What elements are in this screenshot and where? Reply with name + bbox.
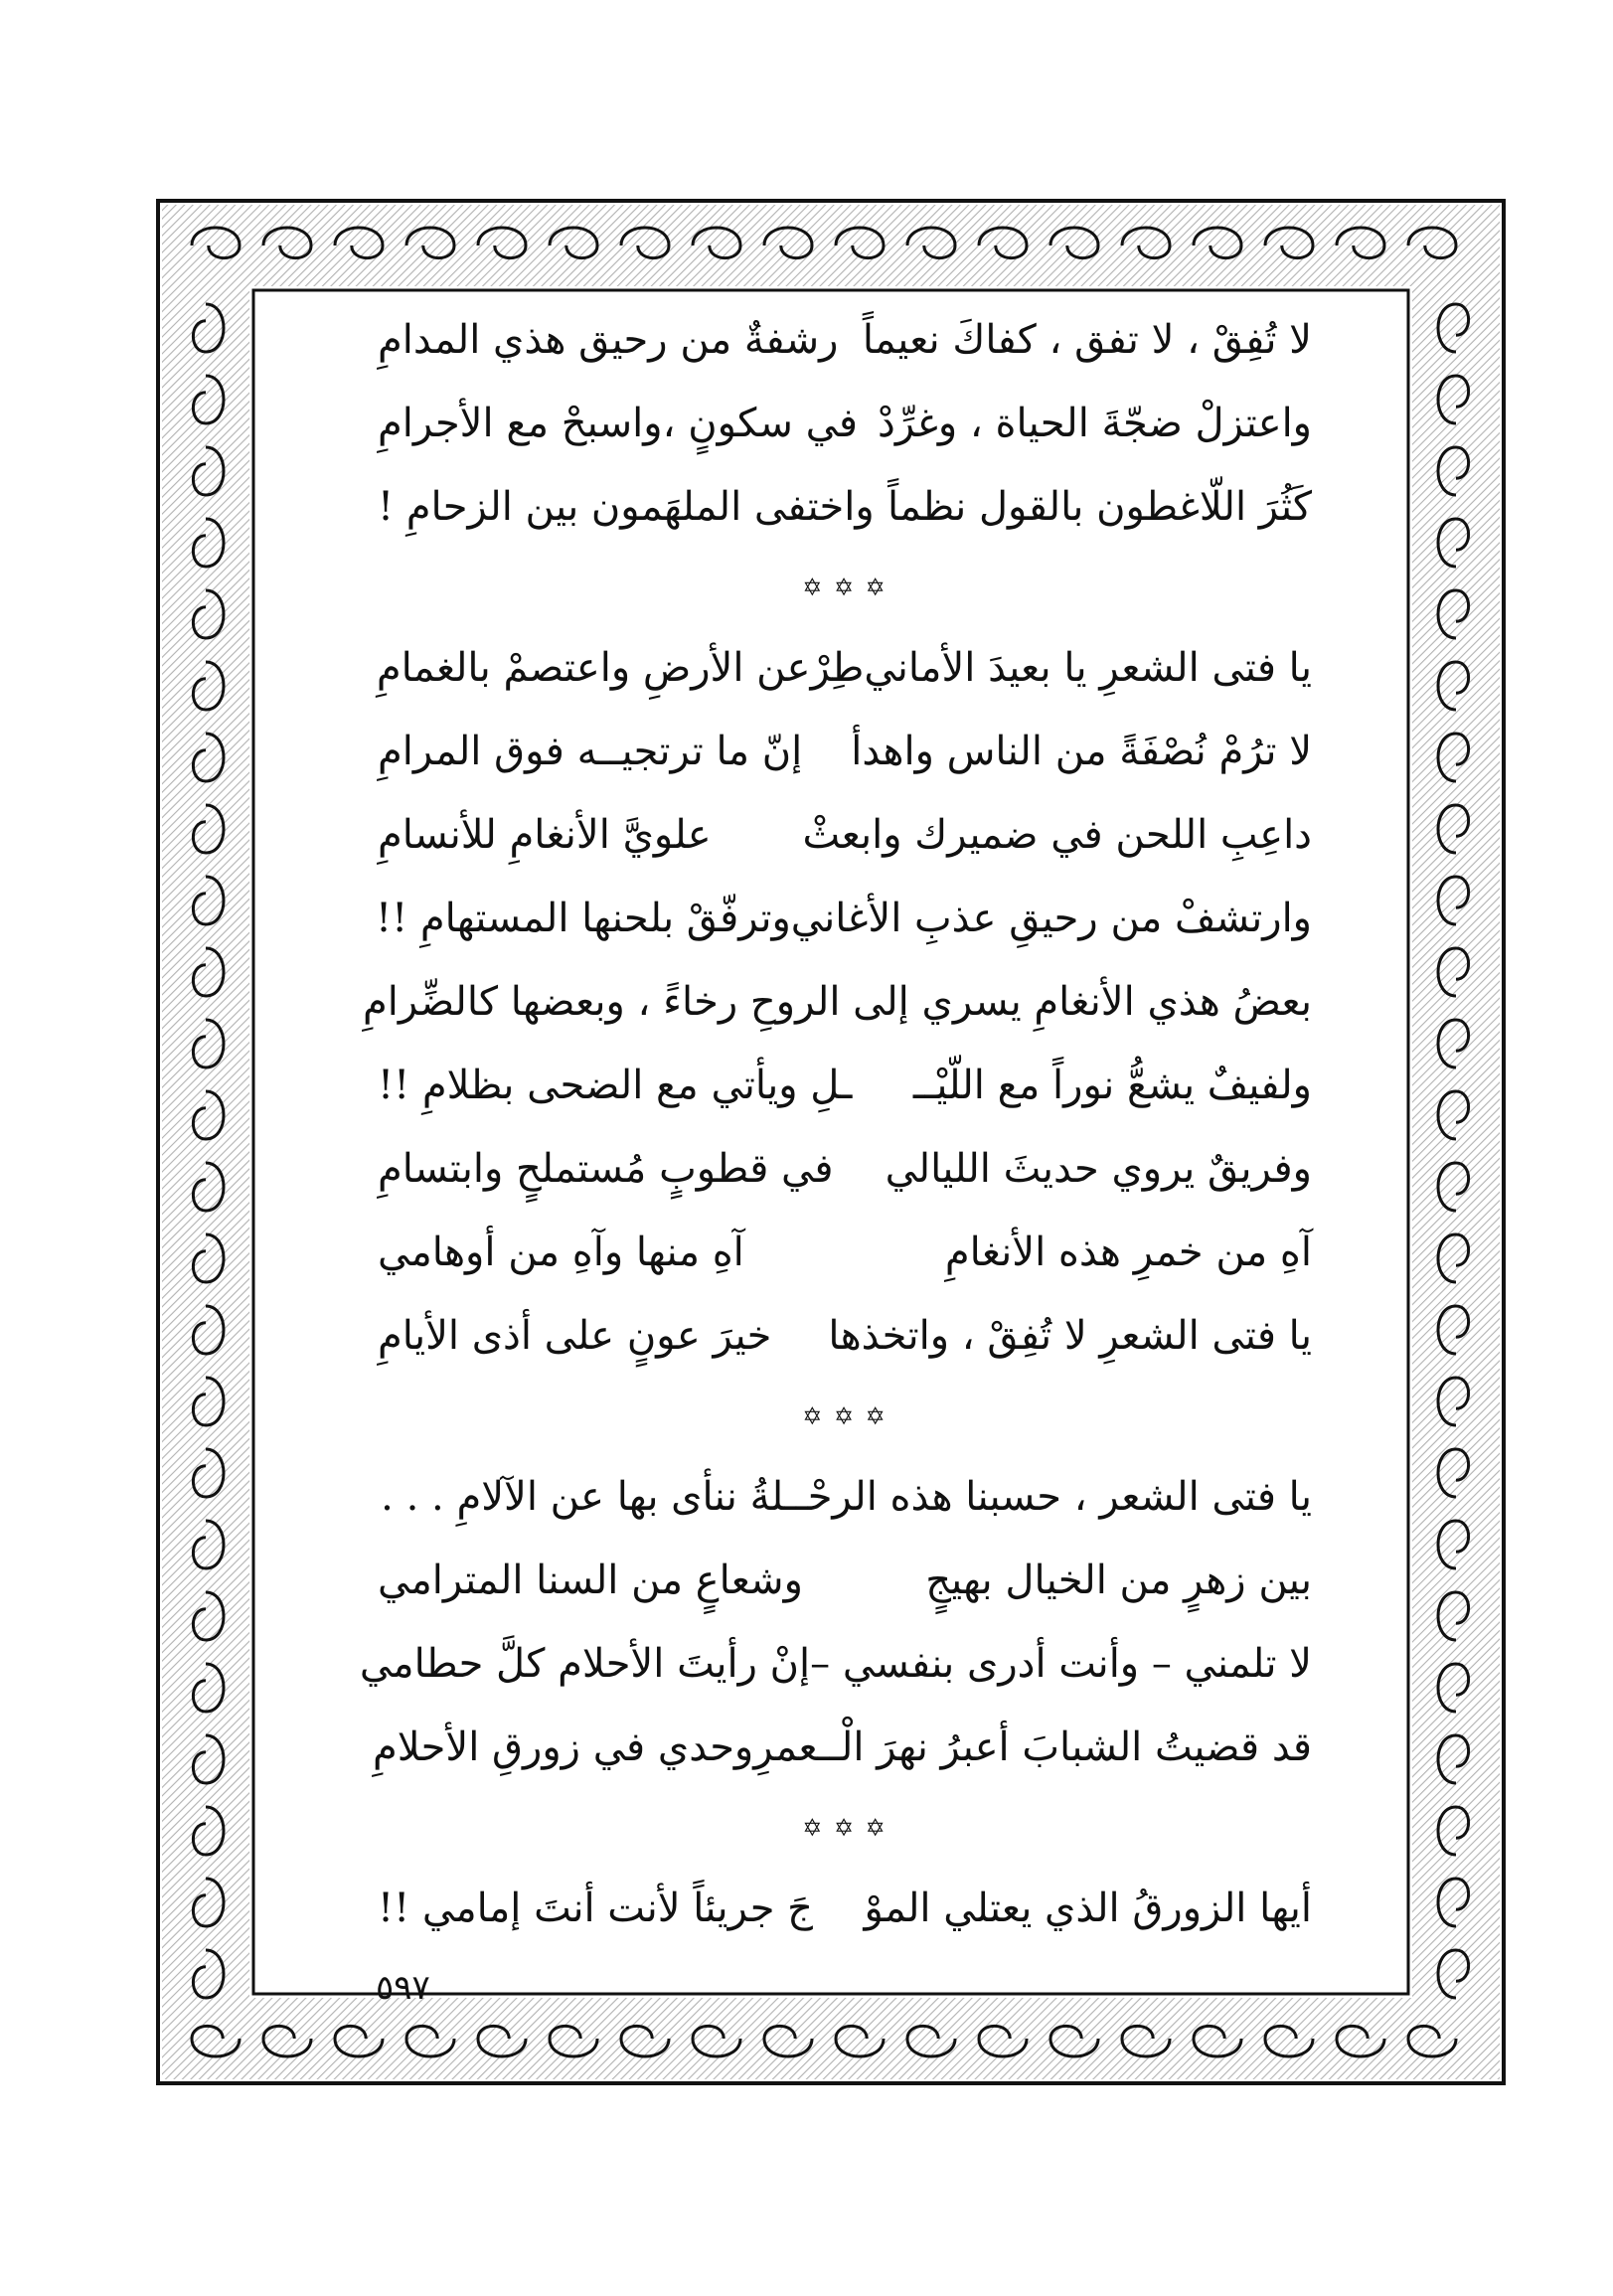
verse-second-hemistich: في قطوبٍ مُستملحٍ وابتسامِ xyxy=(378,1146,834,1192)
verse-second-hemistich: جَ جريئاً لأنت أنتَ إمامي !! xyxy=(378,1886,813,1931)
verse-first-hemistich: وارتشفْ من رحيقِ عذبِ الأغاني xyxy=(790,896,1312,941)
verse-first-hemistich: لا تُفِقْ ، لا تفق ، كفاكَ نعيماً xyxy=(862,317,1312,363)
stanza xyxy=(363,626,1312,1378)
verse xyxy=(378,1211,1312,1294)
stanza xyxy=(359,1455,1312,1789)
verse-first-hemistich: يا فتى الشعرِ لا تُفِقْ ، واتخذها xyxy=(828,1313,1312,1359)
verse-second-hemistich: آهِ منها وآهِ من أوهامي xyxy=(378,1230,744,1275)
verse xyxy=(359,1622,1312,1706)
verse-first-hemistich: كَثُرَ اللّاغطون بالقول نظماً xyxy=(887,484,1312,530)
verse xyxy=(378,877,1312,960)
verse-second-hemistich: إنّ ما ترتجيــه فوق المرامِ xyxy=(378,729,803,774)
verse xyxy=(378,793,1312,877)
verse-first-hemistich: واعتزلْ ضجّةَ الحياة ، وغرِّدْ xyxy=(878,401,1312,446)
verse xyxy=(378,382,1312,465)
verse xyxy=(378,626,1312,710)
verse-second-hemistich: ـلِ ويأتي مع الضحى بظلامِ !! xyxy=(378,1063,853,1108)
star-icon: ✡ ✡ ✡ xyxy=(802,1814,887,1842)
verse-first-hemistich: أيها الزورقُ الذي يعتلي الموْ xyxy=(864,1886,1312,1931)
stanza xyxy=(378,1867,1312,1950)
verse-second-hemistich: وحدي في زورقِ الأحلامِ xyxy=(373,1724,754,1770)
verse-first-hemistich: بعضُ هذي الأنغامِ يسري إلى الرو xyxy=(775,979,1312,1025)
verse-second-hemistich: وترفّقْ بلحنها المستهامِ !! xyxy=(376,896,791,941)
page-number: ٥٩٧ xyxy=(376,1968,430,2008)
verse xyxy=(378,1867,1312,1950)
verse xyxy=(378,298,1312,382)
stanza-separator xyxy=(378,549,1312,626)
star-icon: ✡ ✡ ✡ xyxy=(802,1402,887,1430)
star-icon: ✡ ✡ ✡ xyxy=(802,574,887,601)
verse xyxy=(378,465,1312,549)
verse-second-hemistich: واختفى الملهَمون بين الزحامِ ! xyxy=(378,484,875,530)
verse-second-hemistich: رشفةٌ من رحيق هذي المدامِ xyxy=(378,317,839,363)
verse-first-hemistich: يا فتى الشعرِ يا بعيدَ الأماني xyxy=(864,645,1312,691)
verse-second-hemistich: إنْ رأيتَ الأحلام كلَّ حطامي xyxy=(359,1641,811,1687)
verse xyxy=(378,1294,1312,1378)
stanza-separator xyxy=(378,1378,1312,1455)
verse-first-hemistich: داعِبِ اللحن في ضميرك وابعثْ xyxy=(802,812,1312,858)
verse xyxy=(378,710,1312,793)
verse xyxy=(378,1539,1312,1622)
verse xyxy=(378,1455,1312,1539)
verse-first-hemistich: وفريقٌ يروي حديثَ الليالي xyxy=(885,1146,1312,1192)
verse xyxy=(378,1127,1312,1211)
verse-second-hemistich: طِرْعن الأرضِ واعتصمْ بالغمامِ xyxy=(376,645,865,691)
verse-first-hemistich: آهِ من خمرِ هذه الأنغامِ xyxy=(944,1230,1312,1275)
verse-first-hemistich: لا ترُمْ نُصْفَةً من الناس واهدأ xyxy=(851,729,1312,774)
verse-first-hemistich: بين زهرٍ من الخيال بهيجٍ xyxy=(925,1558,1312,1603)
verse-second-hemistich: حِ رخاءً ، وبعضها كالضِّرامِ xyxy=(363,979,776,1025)
poem-body xyxy=(359,298,1312,2008)
verse-first-hemistich: قد قضيتُ الشبابَ أعبرُ نهرَ الْــعمرِ xyxy=(753,1724,1312,1770)
verse xyxy=(373,1706,1312,1789)
verse-first-hemistich: ولفيفٌ يشعُّ نوراً مع اللّيْــ xyxy=(912,1063,1312,1108)
verse xyxy=(378,1044,1312,1127)
verse-full-line: يا فتى الشعر ، حسبنا هذه الرحْــلةُ ننأى بها عن الآلامِ . . . xyxy=(381,1474,1312,1520)
verse xyxy=(363,960,1312,1044)
verse-second-hemistich: خيرَ عونٍ على أذى الأيامِ xyxy=(378,1313,772,1359)
verse-second-hemistich: في سكونٍ ،واسبحْ مع الأجرامِ xyxy=(378,401,859,446)
stanza-separator xyxy=(378,1789,1312,1867)
verse-second-hemistich: علويَّ الأنغامِ للأنسامِ xyxy=(378,812,712,858)
stanza xyxy=(378,298,1312,549)
verse-second-hemistich: وشعاعٍ من السنا المترامي xyxy=(378,1558,803,1603)
verse-first-hemistich: لا تلمني – وأنت أدرى بنفسي – xyxy=(810,1641,1312,1687)
